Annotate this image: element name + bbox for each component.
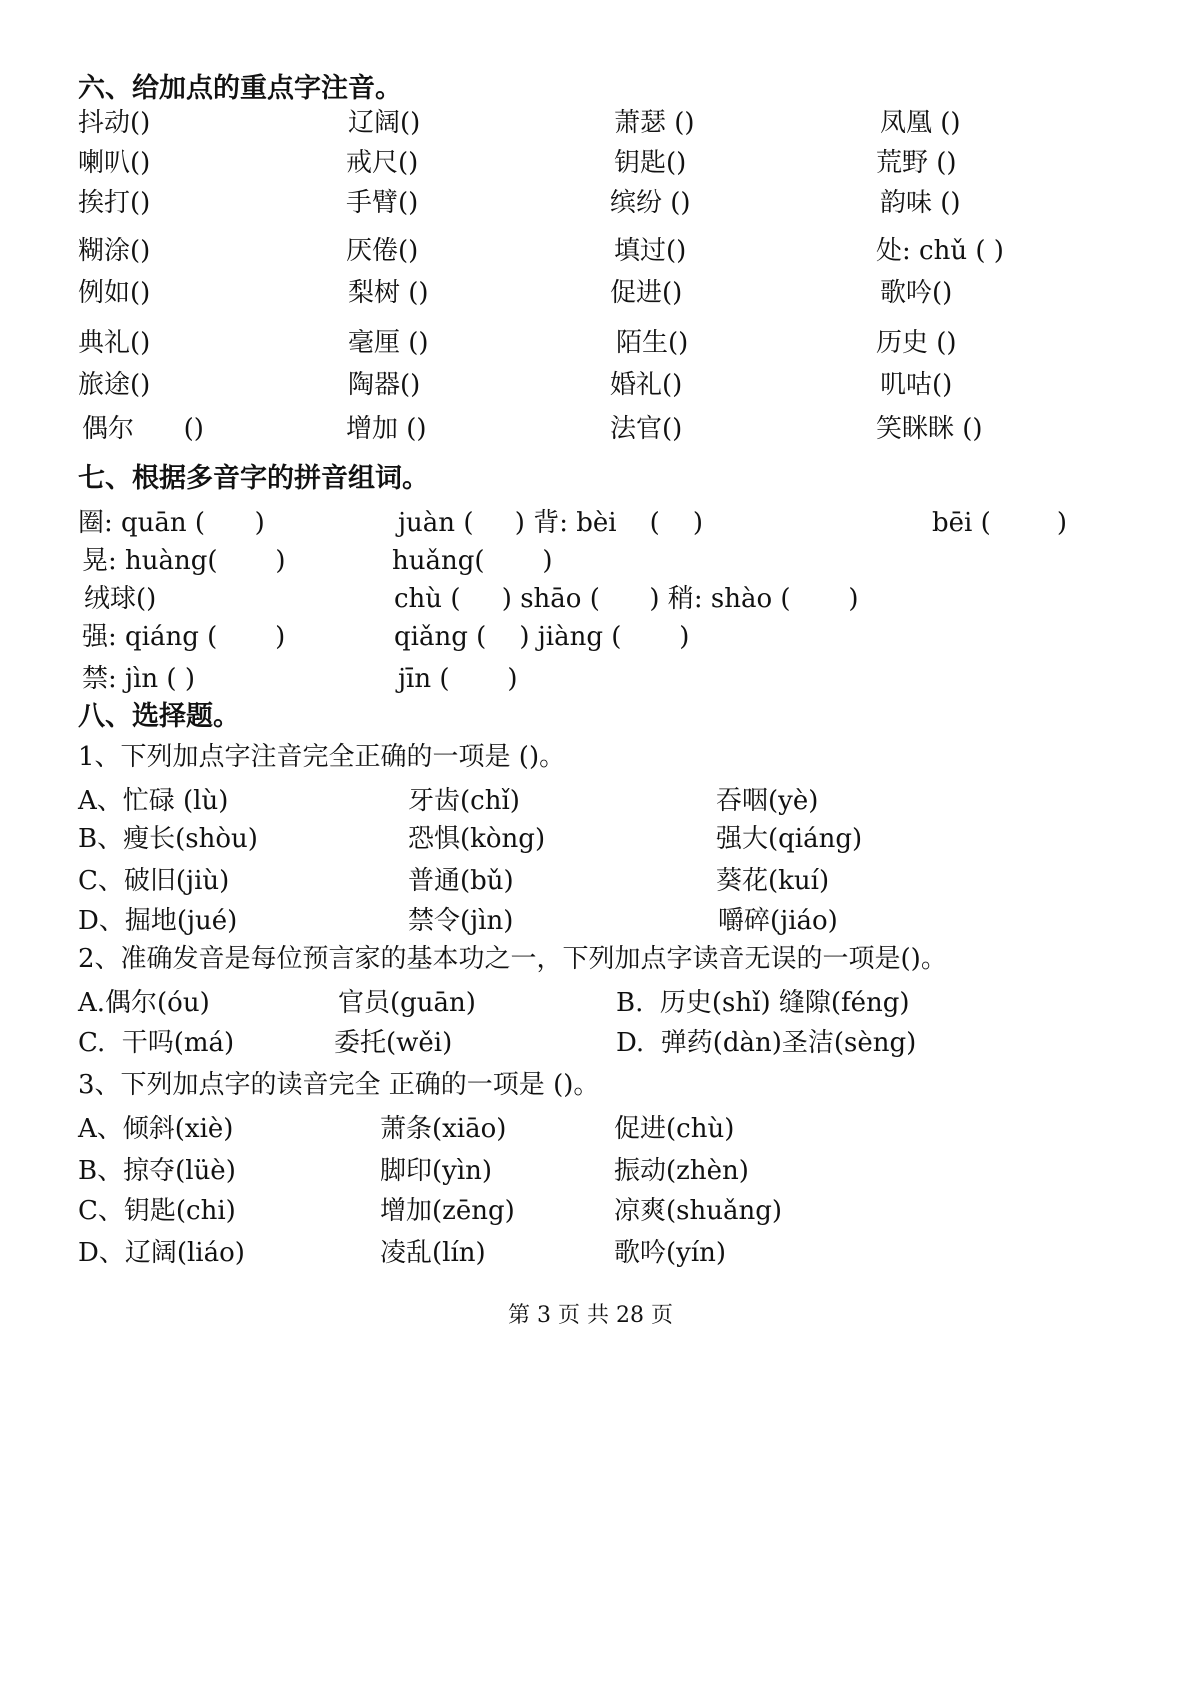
q1-option: 牙齿(chǐ)	[408, 786, 520, 816]
q1-option: 恐惧(kòng)	[408, 824, 546, 854]
q3-option: 脚印(yìn)	[380, 1156, 493, 1186]
s7-entry: 圈: quān ( )	[78, 508, 265, 538]
q3-option: A、倾斜(xiè)	[78, 1114, 234, 1144]
s7-entry: 强: qiáng ( )	[82, 622, 286, 652]
q1-option: B、瘦长(shòu)	[78, 824, 258, 854]
q3-option: 萧条(xiāo)	[380, 1114, 507, 1144]
s6-item: 挨打()	[78, 188, 151, 218]
q1-option: D、掘地(jué)	[78, 906, 238, 936]
s7-entry: 绒球()	[84, 584, 157, 614]
q2-stem: 2、准确发音是每位预言家的基本功之一，下列加点字读音无误的一项是()。	[78, 944, 947, 974]
s6-item: 婚礼()	[610, 370, 683, 400]
s6-item: 喇叭()	[78, 148, 151, 178]
s6-item: 偶尔 ()	[82, 414, 204, 444]
q2-option: D. 弹药(dàn)圣洁(sèng)	[616, 1028, 917, 1058]
q2-option: 官员(guān)	[338, 988, 476, 1018]
s6-item: 手臂()	[346, 188, 419, 218]
s6-item: 笑眯眯 ()	[876, 414, 983, 444]
q3-option: 歌吟(yín)	[614, 1238, 727, 1268]
q1-option: 嚼碎(jiáo)	[718, 906, 838, 936]
s6-item: 促进()	[610, 278, 683, 308]
q2-option: A.偶尔(óu)	[78, 988, 210, 1018]
q3-option: 促进(chù)	[614, 1114, 735, 1144]
s7-entry: juàn ( ) 背: bèi ( )	[398, 508, 703, 538]
s6-item: 陶器()	[348, 370, 421, 400]
q2-option: 委托(wěi)	[334, 1028, 453, 1058]
s6-item: 叽咕()	[880, 370, 953, 400]
s6-item: 梨树 ()	[348, 278, 429, 308]
s6-item: 凤凰 ()	[880, 108, 961, 138]
s6-item: 戒尺()	[346, 148, 419, 178]
q1-stem: 1、下列加点字注音完全正确的一项是 ()。	[78, 742, 566, 772]
s6-item: 缤纷 ()	[610, 188, 691, 218]
s6-item: 抖动()	[78, 108, 151, 138]
s7-entry: huǎng( )	[392, 546, 553, 576]
q2-option: B. 历史(shǐ) 缝隙(féng)	[616, 988, 910, 1018]
s7-entry: 禁: jìn ( )	[82, 664, 195, 694]
s6-item: 典礼()	[78, 328, 151, 358]
s6-item: 陌生()	[616, 328, 689, 358]
q3-option: B、掠夺(lüè)	[78, 1156, 236, 1186]
s7-entry: 晃: huàng( )	[82, 546, 286, 576]
q1-option: 吞咽(yè)	[716, 786, 819, 816]
q3-option: C、钥匙(chi)	[78, 1196, 236, 1226]
s6-item: 歌吟()	[880, 278, 953, 308]
s6-item: 例如()	[78, 278, 151, 308]
section7-title: 七、根据多音字的拼音组词。	[78, 463, 429, 494]
s6-item: 处: chǔ ( )	[876, 236, 1004, 266]
q3-option: 振动(zhèn)	[614, 1156, 749, 1186]
q2-option: C. 干吗(má)	[78, 1028, 235, 1058]
s6-item: 填过()	[614, 236, 687, 266]
s6-item: 韵味 ()	[880, 188, 961, 218]
q3-option: D、辽阔(liáo)	[78, 1238, 245, 1268]
s6-item: 毫厘 ()	[348, 328, 429, 358]
q3-option: 凌乱(lín)	[380, 1238, 486, 1268]
s7-entry: jīn ( )	[398, 664, 518, 694]
s7-entry: bēi ( )	[932, 508, 1068, 538]
s6-item: 荒野 ()	[876, 148, 957, 178]
q3-option: 凉爽(shuǎng)	[614, 1196, 783, 1226]
q1-option: 强大(qiáng)	[716, 824, 863, 854]
q1-option: 普通(bǔ)	[408, 866, 514, 896]
q3-stem: 3、下列加点字的读音完全 正确的一项是 ()。	[78, 1070, 600, 1100]
section8-title: 八、选择题。	[78, 701, 240, 732]
q1-option: C、破旧(jiù)	[78, 866, 230, 896]
page-number: 第 3 页 共 28 页	[508, 1303, 673, 1328]
s7-entry: chù ( ) shāo ( ) 稍: shào ( )	[394, 584, 859, 614]
s6-item: 厌倦()	[346, 236, 419, 266]
q3-option: 增加(zēng)	[380, 1196, 515, 1226]
s6-item: 增加 ()	[346, 414, 427, 444]
s6-item: 旅途()	[78, 370, 151, 400]
section6-title: 六、给加点的重点字注音。	[78, 73, 402, 104]
s6-item: 钥匙()	[614, 148, 687, 178]
s6-item: 法官()	[610, 414, 683, 444]
s6-item: 萧瑟 ()	[614, 108, 695, 138]
q1-option: A、忙碌 (lù)	[78, 786, 229, 816]
s6-item: 辽阔()	[348, 108, 421, 138]
s6-item: 历史 ()	[876, 328, 957, 358]
q1-option: 葵花(kuí)	[716, 866, 830, 896]
s7-entry: qiǎng ( ) jiàng ( )	[394, 622, 690, 652]
s6-item: 糊涂()	[78, 236, 151, 266]
q1-option: 禁令(jìn)	[408, 906, 514, 936]
